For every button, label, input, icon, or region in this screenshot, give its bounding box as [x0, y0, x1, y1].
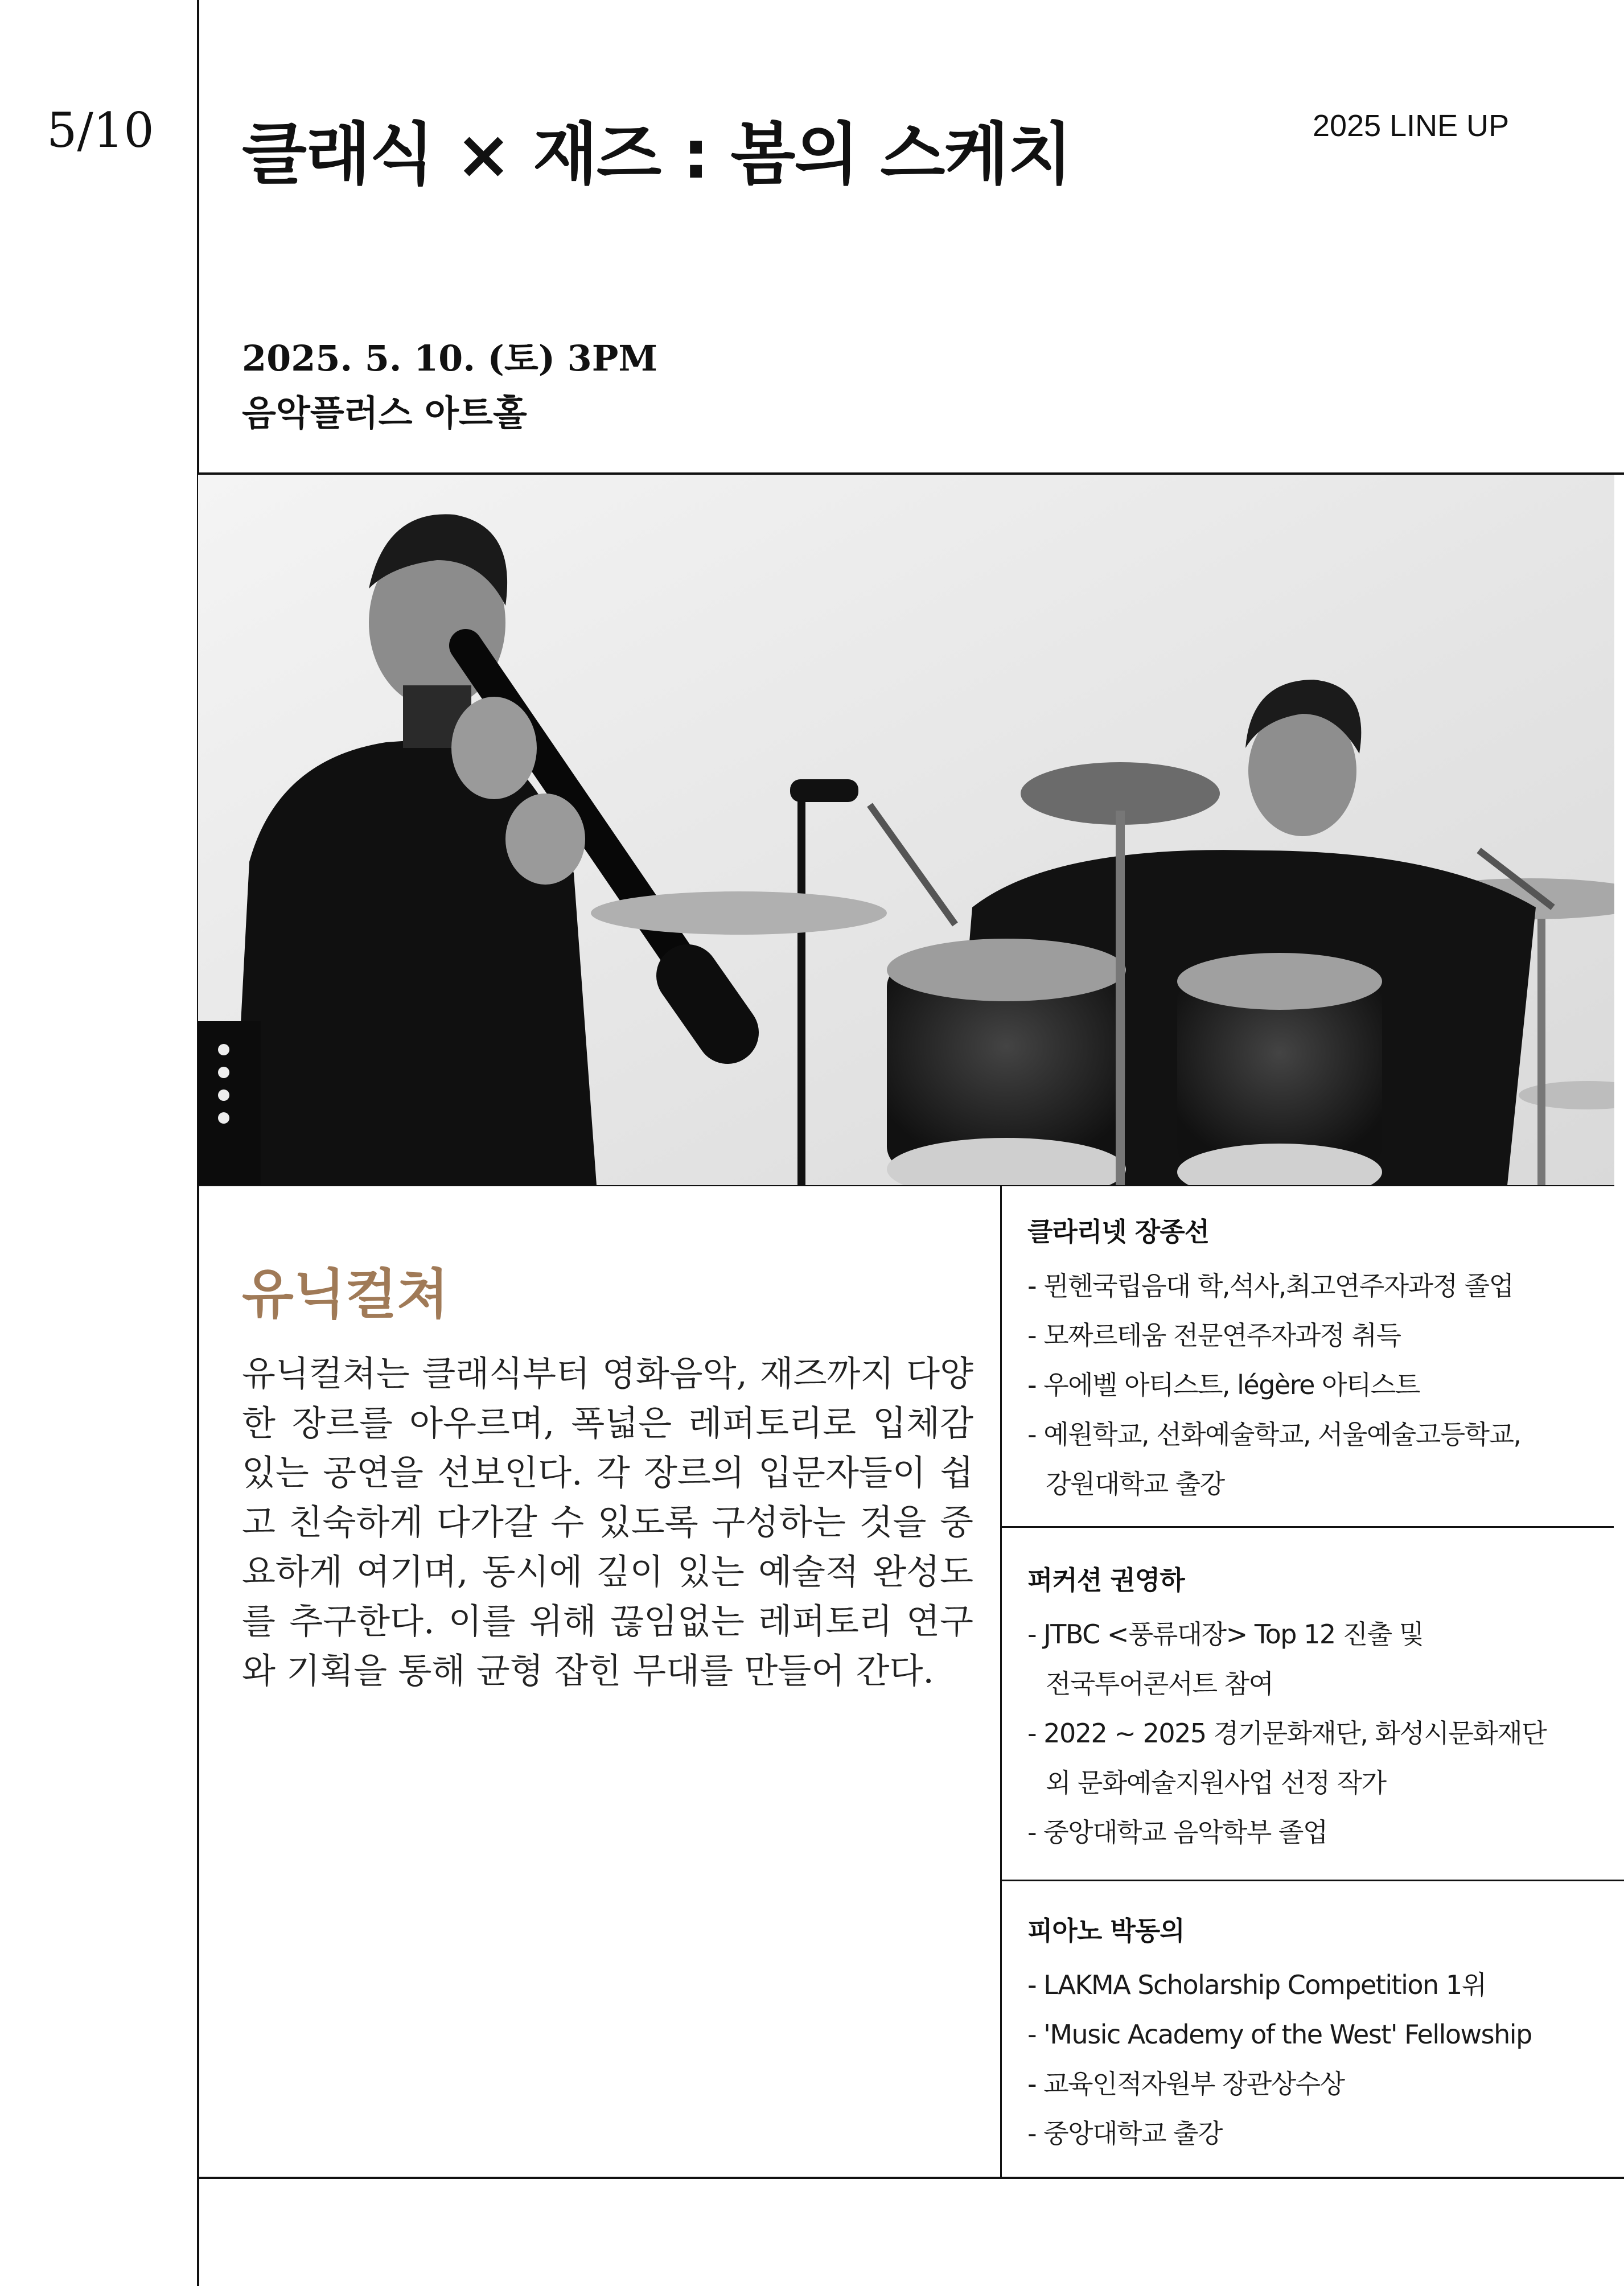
member-heading: 퍼커션 권영하	[1027, 1565, 1185, 1596]
member-heading: 피아노 박동의	[1027, 1915, 1185, 1946]
member-heading: 클라리넷 장종선	[1027, 1216, 1210, 1247]
member-piano	[1027, 1910, 1597, 2158]
member-credit: - 모짜르테움 전문연주자과정 취득	[1027, 1320, 1401, 1351]
member-credit: - 교육인적자원부 장관상수상	[1027, 2069, 1345, 2099]
performers-photo	[198, 475, 1614, 1185]
event-venue: 음악플러스 아트홀	[242, 392, 527, 434]
group-description: 유닉컬쳐는 클래식부터 영화음악, 재즈까지 다양한 장르를 아우르며, 폭넓은 레퍼토리로 입체감 있는 공연을 선보인다. 각 장르의 입문자들이 쉽고 친숙하게 다가갈 수 있도록 구성하는 것을 중요하게 여기며, 동시에 깊이 있는 예술적 완성도를 추구한다. 이를 위해 끊임없는 레퍼토리 연구와 기획을 통해 균형 잡힌 무대를 만들어 간다.	[242, 1354, 973, 1691]
member-credit: - 2022 ~ 2025 경기문화재단, 화성시문화재단	[1027, 1718, 1547, 1749]
member-percussion	[1027, 1560, 1597, 1857]
member-credit: - 'Music Academy of the West' Fellowship	[1027, 2019, 1532, 2050]
column-divider	[1000, 1185, 1002, 2178]
member-credit: - JTBC <풍류대장> Top 12 진출 및	[1027, 1619, 1424, 1650]
member-credit: 외 문화예술지원사업 선정 작가	[1046, 1767, 1386, 1798]
group-name: 유닉컬쳐	[242, 1264, 449, 1326]
member-credit: - 뮌헨국립음대 학,석사,최고연주자과정 졸업	[1027, 1271, 1514, 1301]
event-date: 2025. 5. 10. (토) 3PM	[242, 338, 658, 379]
member-credit: 강원대학교 출강	[1046, 1469, 1224, 1499]
member-credit: - 중앙대학교 음악학부 졸업	[1027, 1817, 1327, 1848]
member-divider-1	[1002, 1526, 1614, 1528]
page-title: 클래식 × 재즈 : 봄의 스케치	[242, 115, 1072, 194]
page-number: 5/10	[47, 102, 154, 158]
member-credit: - LAKMA Scholarship Competition 1위	[1027, 1970, 1486, 2000]
member-clarinet	[1027, 1211, 1597, 1509]
content-bottom-divider	[198, 2177, 1624, 2179]
member-credit: - 중앙대학교 출강	[1027, 2118, 1222, 2149]
member-divider-2	[1002, 1880, 1624, 1881]
lineup-label: 2025 LINE UP	[1313, 109, 1510, 143]
member-credit: - 우에벨 아티스트, légère 아티스트	[1027, 1370, 1420, 1400]
member-credit: 전국투어콘서트 참여	[1046, 1668, 1273, 1699]
member-credit: - 예원학교, 선화예술학교, 서울예술고등학교,	[1027, 1419, 1521, 1450]
